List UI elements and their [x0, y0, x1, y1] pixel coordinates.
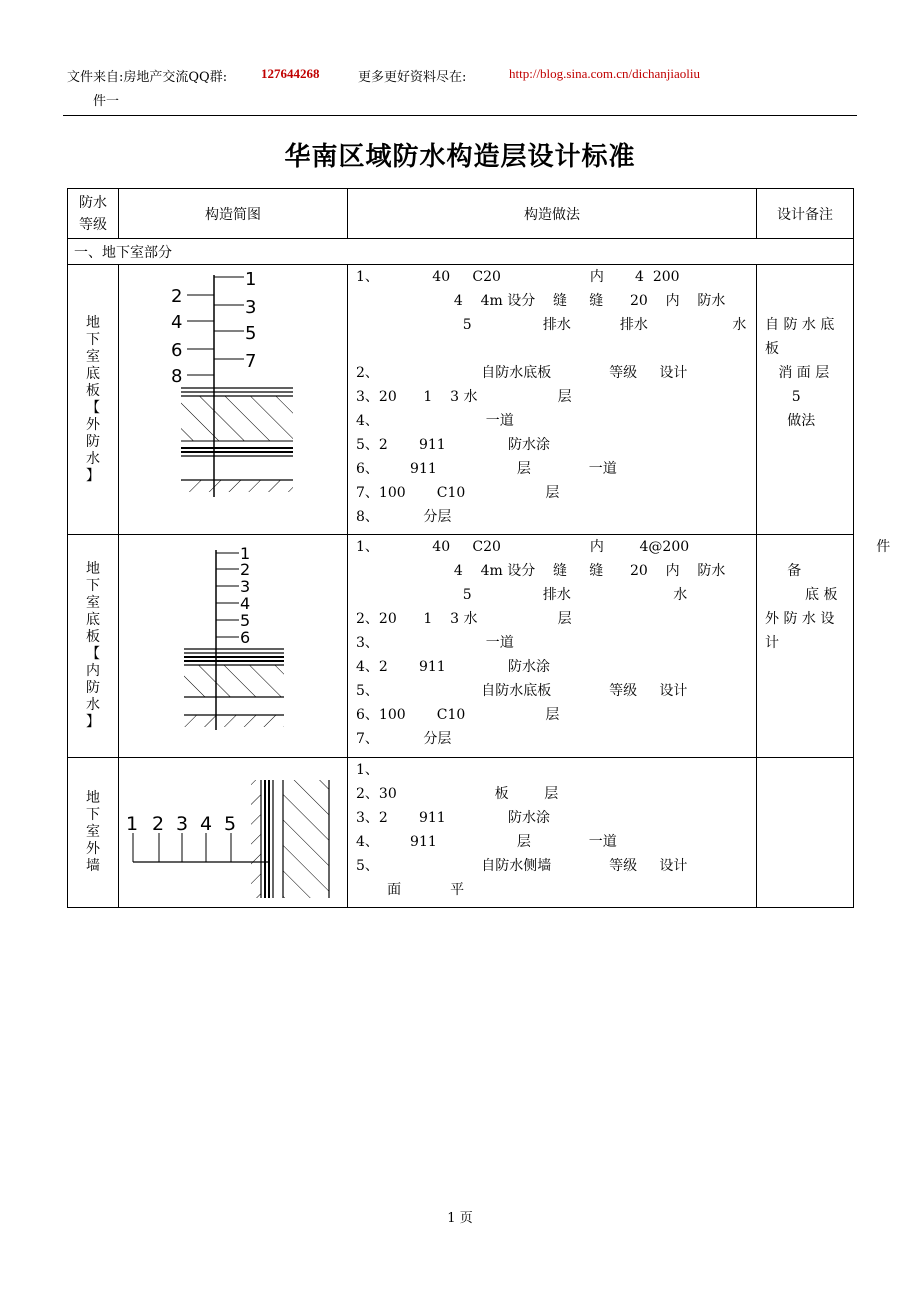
label-char: 墙 [86, 858, 100, 874]
diagram-num: 6 [171, 340, 183, 361]
diagram-cell [119, 535, 348, 758]
method-line [356, 337, 756, 361]
method-line: 4 4m 设分 缝 缝 20 内 防水 [356, 293, 726, 309]
method-line: 4、2 911 防水涂 [356, 659, 550, 675]
label-char: 下 [86, 578, 100, 594]
label-char: 【 [86, 646, 100, 662]
section-title: 一、地下室部分 [68, 239, 854, 265]
diagram-num: 1 [126, 813, 139, 835]
source-label: 文件来自:房地产交流QQ群: [67, 70, 228, 85]
diagram-num: 2 [152, 813, 165, 835]
remark-line: 备 [765, 563, 802, 579]
row-label [68, 535, 119, 758]
row-label [68, 265, 119, 535]
section-row [68, 239, 854, 265]
method-line: 5 排水 水 [356, 587, 688, 603]
diagram-num: 4 [240, 594, 251, 613]
remark-line: 消 面 层 [765, 365, 830, 381]
diagram-cell [119, 265, 348, 535]
remark-line [765, 289, 845, 313]
label-char: 地 [86, 314, 100, 331]
label-char: 地 [86, 790, 100, 806]
label-char: 】 [86, 467, 100, 484]
remark-line: 件 [765, 539, 891, 555]
method-line: 6、 911 层 一道 [356, 461, 617, 477]
label-char: 板 [86, 382, 100, 399]
method-line: 3、 一道 [356, 635, 514, 651]
label-char: 底 [86, 365, 100, 382]
method-line: 6、100 C10 层 [356, 707, 560, 723]
method-line: 5、 自防水侧墙 等级 设计 [356, 858, 688, 874]
method-line: 2、20 1 3 水 层 [356, 611, 572, 627]
method-line: 4、 911 层 一道 [356, 834, 617, 850]
method-line: 4、 一道 [356, 413, 514, 429]
remark-line: 5 [765, 389, 801, 405]
table-row [68, 535, 854, 758]
method-line: 5、 自防水底板 等级 设计 [356, 683, 688, 699]
source-link[interactable]: http://blog.sina.com.cn/dichanjiaoliu [509, 66, 700, 81]
method-line: 5、2 911 防水涂 [356, 437, 550, 453]
standards-table [67, 188, 891, 908]
diagram-num: 8 [171, 366, 183, 387]
table-row [68, 758, 854, 908]
method-line: 7、100 C10 层 [356, 485, 560, 501]
remark-line: 外 防 水 设 [765, 611, 835, 627]
label-char: 下 [86, 331, 100, 348]
diagram-cell [119, 758, 348, 908]
more-label: 更多更好资料尽在: [358, 70, 467, 85]
method-line: 1、 40 C20 内 4 200 [356, 269, 680, 285]
header-rule [63, 115, 857, 116]
method-line: 1、 40 C20 内 4@200 [356, 539, 690, 555]
remark-line: 计 [765, 635, 779, 651]
method-line: 1、 [356, 762, 379, 778]
remark-line: 做法 [765, 413, 816, 429]
method-line: 2、 自防水底板 等级 设计 [356, 365, 688, 381]
label-char: 地 [86, 561, 100, 577]
method-line: 5 排水 排水 水 [356, 317, 747, 333]
label-char: 外 [86, 416, 100, 433]
label-char: 底 [86, 612, 100, 628]
diagram-num: 3 [176, 813, 189, 835]
external-wall-diagram [119, 758, 348, 903]
row-label [68, 758, 119, 908]
diagram-num: 5 [240, 611, 251, 630]
label-char: 】 [86, 714, 100, 730]
diagram-num: 4 [171, 312, 183, 333]
remark-line: 板 [765, 341, 779, 357]
internal-waterproof-diagram [119, 535, 348, 753]
remark-cell [757, 758, 854, 908]
label-char: 外 [86, 841, 100, 857]
method-line: 4 4m 设分 缝 缝 20 内 防水 [356, 563, 726, 579]
remark-cell [757, 265, 854, 535]
diagram-num: 4 [200, 813, 213, 835]
header-remark: 设计备注 [757, 189, 854, 239]
page-number: 1 页 [447, 1211, 473, 1226]
label-char: 防 [86, 433, 100, 450]
label-char: 室 [86, 595, 100, 611]
remark-line [765, 265, 845, 289]
diagram-num: 5 [224, 813, 237, 835]
page-title: 华南区域防水构造层设计标准 [284, 142, 636, 172]
label-char: 室 [86, 824, 100, 840]
label-char: 内 [86, 663, 100, 679]
diagram-num: 1 [245, 269, 257, 290]
method-line: 8、 分层 [356, 509, 452, 525]
diagram-num: 2 [240, 560, 251, 579]
diagram-num: 2 [171, 286, 183, 307]
remark-cell [757, 535, 891, 758]
method-line: 2、30 板 层 [356, 786, 559, 802]
remark-line: 自 防 水 底 [765, 317, 835, 333]
diagram-num: 3 [245, 297, 257, 318]
label-char: 板 [86, 629, 100, 645]
table-header-row [68, 189, 854, 239]
label-char: 防 [86, 680, 100, 696]
remark-line: 底 板 [765, 587, 838, 603]
external-waterproof-diagram [119, 265, 348, 530]
method-cell [348, 535, 757, 758]
label-char: 【 [86, 399, 100, 416]
attachment-label: 件一 [93, 94, 120, 109]
label-char: 室 [86, 348, 100, 365]
qq-number: 127644268 [261, 66, 320, 81]
method-cell [348, 758, 757, 908]
method-line: 面 平 [356, 882, 465, 898]
diagram-num: 3 [240, 577, 251, 596]
method-line: 7、 分层 [356, 731, 452, 747]
label-char: 下 [86, 807, 100, 823]
header-level [68, 189, 119, 239]
method-line: 3、20 1 3 水 层 [356, 389, 572, 405]
table-row [68, 265, 854, 535]
header-method: 构造做法 [348, 189, 757, 239]
method-line: 3、2 911 防水涂 [356, 810, 550, 826]
diagram-num: 6 [240, 628, 251, 647]
label-char: 水 [86, 697, 100, 713]
diagram-num: 5 [245, 323, 257, 344]
header-level-text: 防水 等级 [79, 194, 107, 233]
diagram-num: 7 [245, 351, 257, 372]
diagram-num: 1 [240, 544, 251, 563]
header-diagram: 构造简图 [119, 189, 348, 239]
label-char: 水 [86, 450, 100, 467]
method-cell [348, 265, 757, 535]
